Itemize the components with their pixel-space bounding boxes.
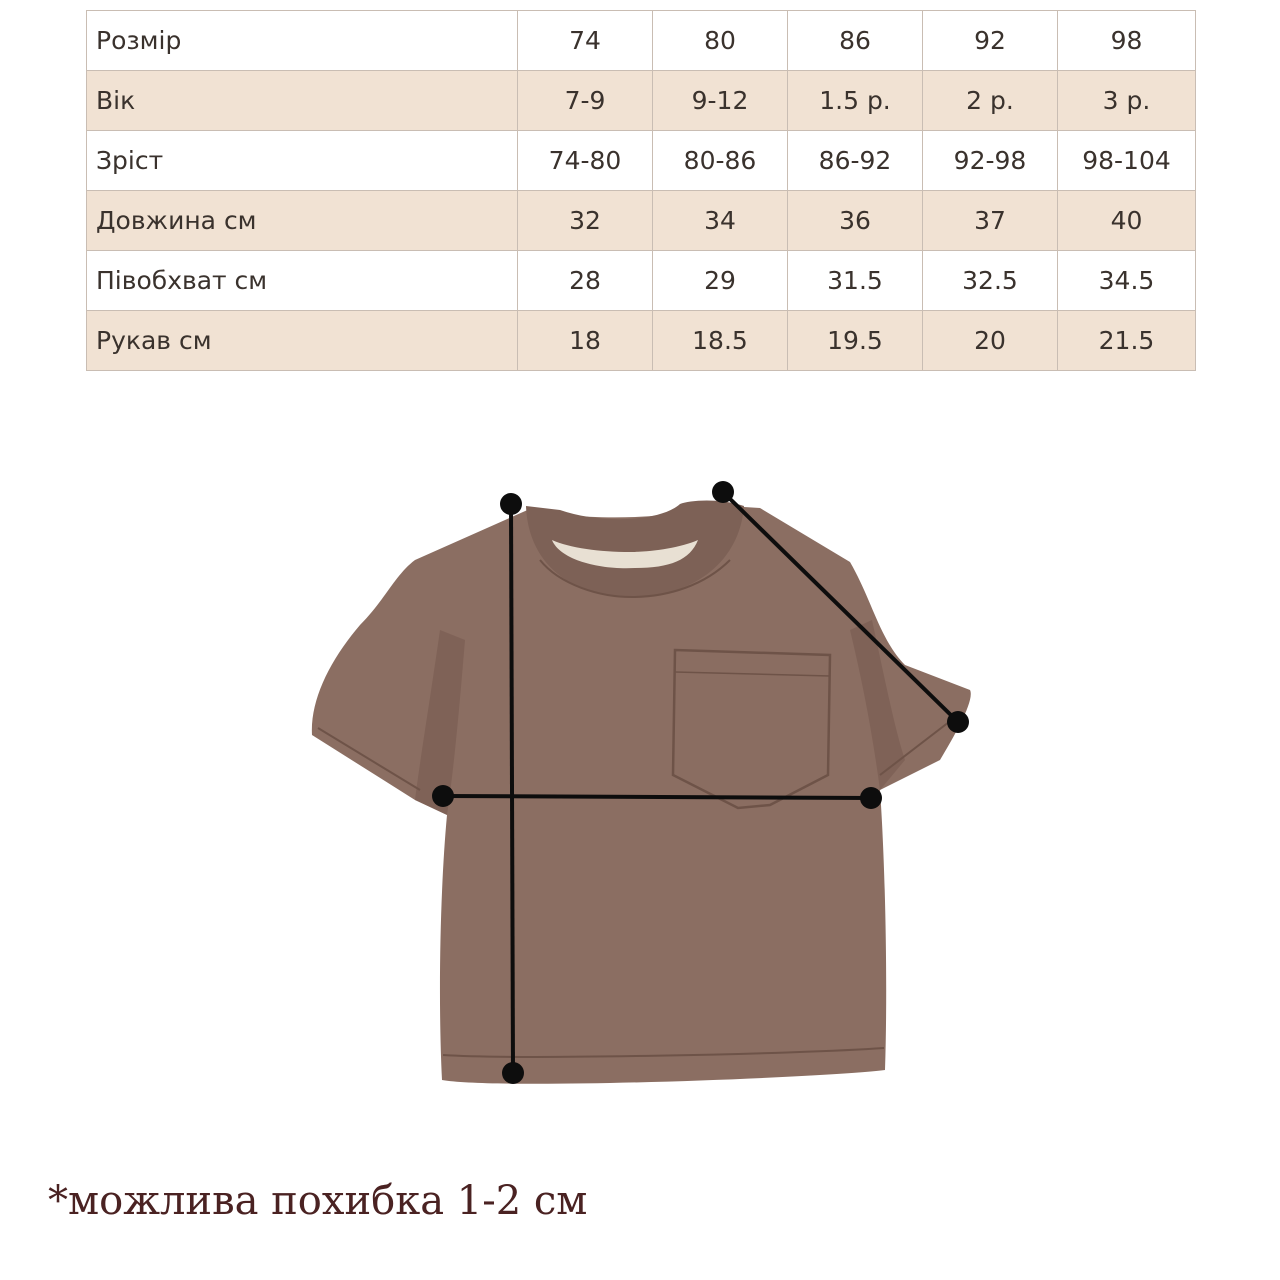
table-cell: 1.5 р. xyxy=(788,71,923,131)
table-cell: 34 xyxy=(653,191,788,251)
table-cell: 34.5 xyxy=(1058,251,1196,311)
tolerance-note: *можлива похибка 1-2 см xyxy=(48,1178,588,1224)
table-cell: 36 xyxy=(788,191,923,251)
table-cell: 74-80 xyxy=(518,131,653,191)
row-label-size: Розмір xyxy=(87,11,518,71)
row-label-length: Довжина см xyxy=(87,191,518,251)
table-cell: 29 xyxy=(653,251,788,311)
table-cell: 98 xyxy=(1058,11,1196,71)
table-cell: 31.5 xyxy=(788,251,923,311)
row-label-age: Вік xyxy=(87,71,518,131)
row-label-sleeve: Рукав см xyxy=(87,311,518,371)
table-cell: 19.5 xyxy=(788,311,923,371)
table-cell: 37 xyxy=(923,191,1058,251)
table-cell: 18 xyxy=(518,311,653,371)
table-cell: 3 р. xyxy=(1058,71,1196,131)
table-cell: 32 xyxy=(518,191,653,251)
chest-right-point xyxy=(860,787,882,809)
table-cell: 40 xyxy=(1058,191,1196,251)
table-cell: 7-9 xyxy=(518,71,653,131)
table-cell: 2 р. xyxy=(923,71,1058,131)
table-cell: 20 xyxy=(923,311,1058,371)
row-label-half-chest: Півобхват см xyxy=(87,251,518,311)
table-cell: 18.5 xyxy=(653,311,788,371)
table-cell: 32.5 xyxy=(923,251,1058,311)
sleeve-bottom-point xyxy=(947,711,969,733)
table-cell: 92 xyxy=(923,11,1058,71)
chest-left-point xyxy=(432,785,454,807)
length-bottom-point xyxy=(502,1062,524,1084)
table-cell: 21.5 xyxy=(1058,311,1196,371)
table-cell: 9-12 xyxy=(653,71,788,131)
table-cell: 80-86 xyxy=(653,131,788,191)
table-cell: 80 xyxy=(653,11,788,71)
sleeve-top-point xyxy=(712,481,734,503)
length-top-point xyxy=(500,493,522,515)
table-cell: 98-104 xyxy=(1058,131,1196,191)
table-cell: 74 xyxy=(518,11,653,71)
table-cell: 28 xyxy=(518,251,653,311)
table-cell: 86 xyxy=(788,11,923,71)
table-cell: 92-98 xyxy=(923,131,1058,191)
length-line xyxy=(511,504,513,1073)
table-cell: 86-92 xyxy=(788,131,923,191)
half-chest-line xyxy=(443,796,871,798)
row-label-height: Зріст xyxy=(87,131,518,191)
